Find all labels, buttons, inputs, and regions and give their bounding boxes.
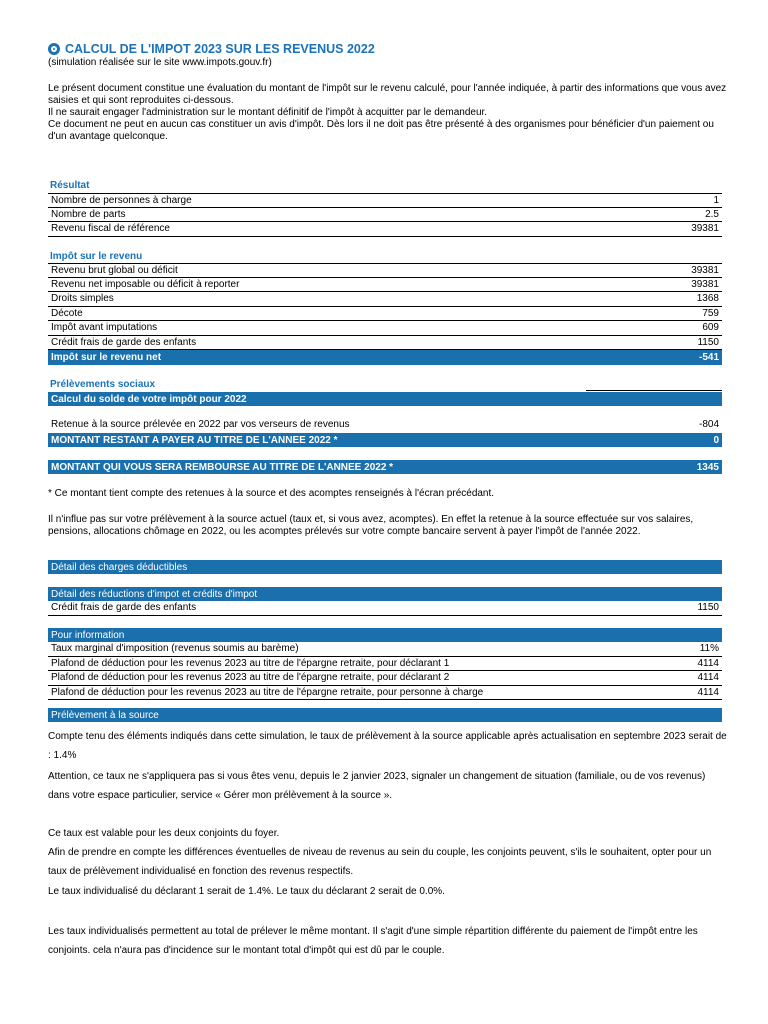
row-value: 39381 xyxy=(691,264,719,276)
document-subtitle: (simulation réalisée sur le site www.impots.gouv.fr) xyxy=(48,57,272,68)
source-bar xyxy=(48,708,722,722)
row-label: Impôt sur le revenu net xyxy=(51,351,162,363)
source-paragraph-6: Les taux individualisés permettent au total de prélever le même montant. Il s'agit d'une simple répartition différente du paiement de l'impôt entre les conjoints. cela n'aura pas d'incidence sur le montant total d'impôt qui est dû par le couple. xyxy=(48,926,698,956)
source-paragraph-4: Afin de prendre en compte les différences éventuelles de niveau de revenus au sein du couple, les conjoints peuvent, s'ils le souhaitent, opter pour un taux de prélèvement individualisé en fonction des revenus respectifs. xyxy=(48,847,712,877)
source-paragraph-1: Compte tenu des éléments indiqués dans cette simulation, le taux de prélèvement à la source applicable après actualisation en septembre 2023 serait de : 1.4% xyxy=(48,731,727,761)
row-value: -804 xyxy=(698,419,719,430)
row-value: -541 xyxy=(698,351,719,363)
row-label: Plafond de déduction pour les revenus 2023 au titre de l'épargne retraite, pour personne à charge xyxy=(51,686,484,698)
information-table xyxy=(48,642,722,700)
row-label: Crédit frais de garde des enfants xyxy=(51,336,197,348)
source-paragraph-5: Le taux individualisé du déclarant 1 serait de 1.4%. Le taux du déclarant 2 serait de 0.0%. xyxy=(48,886,445,897)
row-value: 39381 xyxy=(691,278,719,290)
table-row xyxy=(48,642,722,657)
bar-value: 0 xyxy=(713,434,719,446)
row-label: Revenu brut global ou déficit xyxy=(51,264,178,276)
row-value: 609 xyxy=(702,322,719,334)
document-title: CALCUL DE L'IMPOT 2023 SUR LES REVENUS 2022 xyxy=(65,42,375,56)
table-row xyxy=(48,601,722,616)
row-label: Nombre de personnes à charge xyxy=(51,194,192,206)
row-value: 39381 xyxy=(691,223,719,235)
table-row xyxy=(48,671,722,686)
row-value: 1150 xyxy=(697,336,719,348)
bar-value: 1345 xyxy=(696,461,719,473)
impot-table xyxy=(48,263,722,365)
row-value: 4114 xyxy=(697,657,719,669)
row-value: 1368 xyxy=(696,293,719,305)
total-row-impot-net xyxy=(48,350,722,365)
section-heading-impot: Impôt sur le revenu xyxy=(50,251,143,262)
rembourse-bar xyxy=(48,460,722,474)
table-row xyxy=(48,292,722,307)
bar-label: Calcul du solde de votre impôt pour 2022 xyxy=(51,393,247,405)
reductions-bar xyxy=(48,587,722,601)
intro-paragraph: Le présent document constitue une évaluation du montant de l'impôt sur le revenu calculé, pour l'année indiquée, à partir des informations que vous avez saisies et qui sont reproduites ci-dessous. xyxy=(48,83,727,106)
row-label: Revenu net imposable ou déficit à reporter xyxy=(51,278,240,290)
row-label: Nombre de parts xyxy=(51,208,126,220)
row-label: Taux marginal d'imposition (revenus soumis au barème) xyxy=(51,643,299,655)
table-row xyxy=(48,263,722,278)
row-value: 2.5 xyxy=(705,208,719,220)
row-value: 11% xyxy=(699,643,719,655)
solde-table xyxy=(48,418,722,431)
source-paragraph-2: Attention, ce taux ne s'appliquera pas si vous êtes venu, depuis le 2 janvier 2023, signaler un changement de situation (familiale, ou de vos revenus) dans votre espace particulier, service « Gérer mon prélèvement à la source ». xyxy=(48,771,706,801)
footnote: * Ce montant tient compte des retenues à la source et des acomptes renseignés à l'écran précédant. xyxy=(48,488,495,499)
row-label: Impôt avant imputations xyxy=(51,322,158,334)
influence-note: Il n'influe pas sur votre prélèvement à la source actuel (taux et, si vous avez, acomptes). En effet la retenue à la source effectuée sur vos salaires, pensions, allocations chômage en 2022, ou les acomptes prélevés sur votre compte bancaire servent à payer l'impôt de l'année 2022. xyxy=(48,514,694,537)
intro-text xyxy=(48,83,728,143)
bar-label: Pour information xyxy=(51,629,125,641)
bar-label: MONTANT RESTANT A PAYER AU TITRE DE L'ANNEE 2022 * xyxy=(51,434,338,446)
row-label: Crédit frais de garde des enfants xyxy=(51,602,197,614)
table-row xyxy=(48,222,722,237)
bar-label: MONTANT QUI VOUS SERA REMBOURSE AU TITRE DE L'ANNEE 2022 * xyxy=(51,461,394,473)
bar-label: Détail des réductions d'impot et crédits d'impot xyxy=(51,588,258,600)
reductions-table xyxy=(48,601,722,616)
source-paragraph-3: Ce taux est valable pour les deux conjoints du foyer. xyxy=(48,828,280,839)
row-value: 1150 xyxy=(697,602,719,614)
row-value: 4114 xyxy=(697,672,719,684)
table-row xyxy=(48,657,722,672)
table-row xyxy=(48,686,722,701)
table-row xyxy=(48,336,722,351)
restant-bar xyxy=(48,433,722,447)
divider xyxy=(586,390,722,391)
intro-paragraph: Il ne saurait engager l'administration sur le montant définitif de l'impôt à acquitter par le demandeur. xyxy=(48,107,488,118)
row-label: Retenue à la source prélevée en 2022 par vos verseurs de revenus xyxy=(51,419,350,430)
table-row xyxy=(48,278,722,293)
resultat-table xyxy=(48,193,722,237)
section-heading-prelevements: Prélèvements sociaux xyxy=(50,379,156,390)
information-bar xyxy=(48,628,722,642)
target-logo-icon xyxy=(48,43,60,55)
table-row xyxy=(48,418,722,431)
row-value: 4114 xyxy=(697,686,719,698)
table-row xyxy=(48,193,722,208)
document-header xyxy=(48,42,728,68)
bar-label: Détail des charges déductibles xyxy=(51,561,188,573)
row-label: Droits simples xyxy=(51,293,114,305)
row-label: Plafond de déduction pour les revenus 2023 au titre de l'épargne retraite, pour déclarant 2 xyxy=(51,672,450,684)
intro-paragraph: Ce document ne peut en aucun cas constituer un avis d'impôt. Dès lors il ne doit pas être présenté à des organismes pour bénéficier d'un paiement ou d'un avantage quelconque. xyxy=(48,119,714,142)
section-heading-resultat: Résultat xyxy=(50,180,90,191)
table-row xyxy=(48,321,722,336)
table-row xyxy=(48,307,722,322)
row-label: Plafond de déduction pour les revenus 2023 au titre de l'épargne retraite, pour déclarant 1 xyxy=(51,657,450,669)
solde-bar xyxy=(48,392,722,406)
row-value: 1 xyxy=(713,194,719,206)
table-row xyxy=(48,208,722,223)
charges-bar xyxy=(48,560,722,574)
bar-label: Prélèvement à la source xyxy=(51,709,159,721)
row-label: Décote xyxy=(51,307,83,319)
row-value: 759 xyxy=(702,307,719,319)
row-label: Revenu fiscal de référence xyxy=(51,223,170,235)
